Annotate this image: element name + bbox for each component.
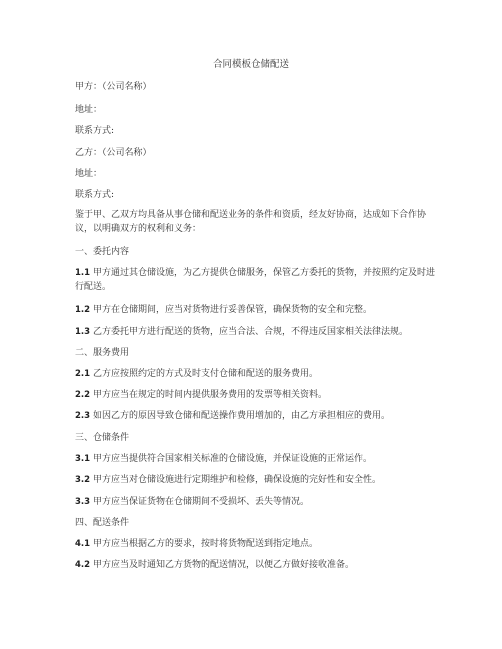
section-heading: 三、仓储条件 <box>75 433 130 443</box>
section-heading: 四、配送条件 <box>75 518 130 528</box>
clause-number: 1.1 <box>75 268 91 278</box>
clause-number: 4.2 <box>75 560 91 570</box>
clause-number: 3.2 <box>75 475 91 485</box>
clause <box>75 266 435 294</box>
clause-number: 1.2 <box>75 305 91 315</box>
clause-text: 甲方应当提供符合国家相关标准的仓储设施，并保证设施的正常运作。 <box>92 454 372 464</box>
clause-number: 1.3 <box>75 327 91 337</box>
document-title: 合同模板仓储配送 <box>212 59 289 70</box>
clause <box>75 452 435 466</box>
clause <box>75 409 435 423</box>
clause-number: 2.1 <box>75 369 91 379</box>
clause-text: 甲方应当及时通知乙方货物的配送情况，以便乙方做好接收准备。 <box>92 560 354 570</box>
section-heading: 二、服务费用 <box>75 348 130 358</box>
clause <box>75 537 435 551</box>
clause <box>75 558 435 572</box>
clause-text: 如因乙方的原因导致仓储和配送操作费用增加的，由乙方承担相应的费用。 <box>92 411 390 421</box>
party-a-address: 地址： <box>75 105 103 115</box>
party-a-contact: 联系方式: <box>75 126 115 136</box>
clause-text: 乙方委托甲方进行配送的货物，应当合法、合规，不得违反国家相关法律法规。 <box>92 327 408 337</box>
clause-text: 甲方应当在规定的时间内提供服务费用的发票等相关资料。 <box>92 390 327 400</box>
party-a: 甲方：（公司名称） <box>75 82 152 92</box>
clause-number: 2.3 <box>75 411 91 421</box>
clause <box>75 495 435 509</box>
clause <box>75 325 435 339</box>
clause-text: 甲方应当对仓储设施进行定期维护和检修，确保设施的完好性和安全性。 <box>92 475 381 485</box>
party-b: 乙方：（公司名称） <box>75 148 152 158</box>
party-b-address: 地址： <box>75 169 103 179</box>
clause-text: 甲方通过其仓储设施，为乙方提供仓储服务，保管乙方委托的货物，并按照约定及时进行配送。 <box>75 268 435 292</box>
preamble: 鉴于甲、乙双方均具备从事仓储和配送业务的条件和资质，经友好协商，达成如下合作协议，以明确双方的权利和义务： <box>75 210 427 234</box>
section-heading: 一、委托内容 <box>75 247 130 257</box>
clause-number: 3.1 <box>75 454 91 464</box>
clause-text: 甲方应当保证货物在仓储期间不受损坏、丢失等情况。 <box>92 497 309 507</box>
clause <box>75 367 435 381</box>
clause <box>75 388 435 402</box>
clause <box>75 473 435 487</box>
party-b-contact: 联系方式: <box>75 190 115 200</box>
clause <box>75 303 435 317</box>
clause-text: 甲方在仓储期间，应当对货物进行妥善保管，确保货物的安全和完整。 <box>92 305 372 315</box>
clause-number: 3.3 <box>75 497 91 507</box>
clause-number: 4.1 <box>75 539 91 549</box>
clause-text: 乙方应按照约定的方式及时支付仓储和配送的服务费用。 <box>92 369 318 379</box>
clause-number: 2.2 <box>75 390 91 400</box>
clause-text: 甲方应当根据乙方的要求，按时将货物配送到指定地点。 <box>92 539 318 549</box>
